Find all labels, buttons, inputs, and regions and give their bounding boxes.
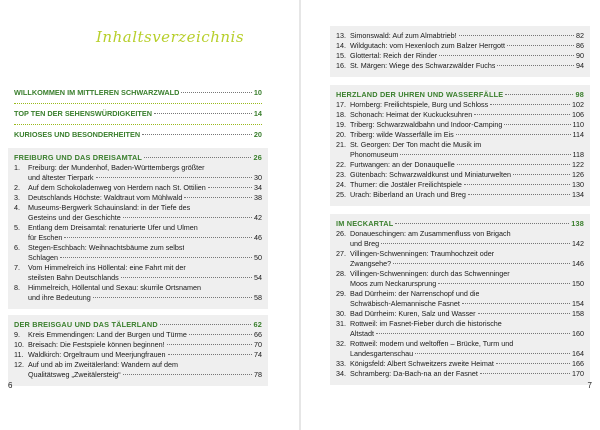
section-herzland xyxy=(330,85,590,206)
entry-title: Villingen-Schwenningen: durch das Schwenninger xyxy=(350,269,510,278)
entry-number: 11. xyxy=(14,350,24,359)
toc-entry[interactable] xyxy=(336,31,584,41)
entry-page: 90 xyxy=(576,51,584,60)
entry-title: Auf dem Schokoladenweg von Herdern nach St. Ottilien xyxy=(28,183,206,192)
entry-title: Triberg: wilde Wasserfälle im Eis xyxy=(350,130,454,139)
toc-entry[interactable] xyxy=(336,170,584,180)
section-breisgau xyxy=(8,315,268,386)
entry-number: 16. xyxy=(336,61,346,70)
entry-page: 158 xyxy=(572,309,584,318)
entry-number: 32. xyxy=(336,339,346,348)
entry-title: Waldkirch: Orgeltraum und Meerjungfrauen xyxy=(28,350,166,359)
entry-number: 8. xyxy=(14,283,20,292)
leader-dots xyxy=(400,154,570,155)
toc-entry[interactable] xyxy=(336,140,584,160)
entry-page: 110 xyxy=(572,120,584,129)
entry-title: Simonswald: Auf zum Almabtrieb! xyxy=(350,31,457,40)
toc-entry[interactable] xyxy=(336,160,584,170)
toc-entry[interactable] xyxy=(14,263,262,283)
toc-entry[interactable] xyxy=(336,61,584,71)
leader-dots xyxy=(497,65,574,66)
entry-title: Triberg: Schwarzwaldbahn und Indoor-Camping xyxy=(350,120,503,129)
entry-title: Wildgutach: vom Hexenloch zum Balzer Herrgott xyxy=(350,41,505,50)
entry-title: Rottweil: modern und weltoffen – Brücke, Turm und xyxy=(350,339,514,348)
entry-page: 146 xyxy=(572,259,584,268)
toc-entry[interactable] xyxy=(14,340,262,350)
entry-page: 58 xyxy=(254,293,262,302)
entry-page: 160 xyxy=(572,329,584,338)
entry-number: 31. xyxy=(336,319,346,328)
page-number: 7 xyxy=(587,381,592,390)
section-neckartal xyxy=(330,214,590,385)
entry-page: 30 xyxy=(254,173,262,182)
entry-title: Stegen-Eschbach: Weihnachtsbäume zum selbst xyxy=(28,243,185,252)
toc-entry[interactable] xyxy=(336,249,584,269)
toc-entry[interactable] xyxy=(336,100,584,110)
leader-dots xyxy=(121,277,252,278)
entry-title: für Eschen xyxy=(28,233,63,242)
entry-title: Furtwangen: an der Donauquelle xyxy=(350,160,455,169)
entry-page: 130 xyxy=(572,180,584,189)
entry-page: 150 xyxy=(572,279,584,288)
entry-title: Gütenbach: Schwarzwaldkunst und Miniaturwelten xyxy=(350,170,512,179)
entry-number: 3. xyxy=(14,193,20,202)
divider xyxy=(14,103,262,104)
leader-dots xyxy=(474,114,570,115)
toc-entry[interactable] xyxy=(336,120,584,130)
entry-number: 20. xyxy=(336,130,346,139)
leader-dots xyxy=(60,257,252,258)
toc-entry[interactable] xyxy=(336,229,584,249)
entry-number: 5. xyxy=(14,223,20,232)
toc-entry[interactable] xyxy=(336,110,584,120)
leader-dots xyxy=(459,35,574,36)
entry-title: Auf und ab im Zweitälerland: Wandern auf dem xyxy=(28,360,178,369)
entry-title: Entlang dem Dreisamtal: renaturierte Ufer und Ulmen xyxy=(28,223,198,232)
entry-page: 122 xyxy=(572,160,584,169)
entry-title: Phonomuseum xyxy=(350,150,399,159)
page-number: 6 xyxy=(8,381,13,390)
toc-entry[interactable] xyxy=(336,319,584,339)
entry-title: Donaueschingen: am Zusammenfluss von Brigach xyxy=(350,229,511,238)
entry-title: Landesgartenschau xyxy=(350,349,414,358)
leader-dots xyxy=(189,334,252,335)
entry-title: Breisach: Die Festspiele können beginnen! xyxy=(28,340,165,349)
entry-page: 38 xyxy=(254,193,262,202)
entry-title: Himmelreich, Höllental und Sexau: skurrile Ortsnamen xyxy=(28,283,201,292)
entry-page: 170 xyxy=(572,369,584,378)
entry-title: Bad Dürrheim: der Narrenschopf und die xyxy=(350,289,480,298)
entry-page: 70 xyxy=(254,340,262,349)
toc-entry[interactable] xyxy=(336,369,584,379)
leader-dots xyxy=(464,184,570,185)
toc-entry[interactable] xyxy=(336,41,584,51)
toc-entry[interactable] xyxy=(14,203,262,223)
leader-dots xyxy=(457,164,570,165)
leader-dots xyxy=(208,187,252,188)
entry-title: Königsfeld: Albert Schweitzers zweite Heimat xyxy=(350,359,494,368)
toc-entry-top-ten[interactable]: TOP TEN DER SEHENSWÜRDIGKEITEN 14 xyxy=(14,109,262,118)
leader-dots xyxy=(376,333,570,334)
leader-dots xyxy=(490,104,570,105)
entry-page: 50 xyxy=(254,253,262,262)
entry-number: 18. xyxy=(336,110,346,119)
leader-dots xyxy=(184,197,252,198)
toc-entry[interactable] xyxy=(14,283,262,303)
entry-title: Kreis Emmendingen: Land der Burgen und Türme xyxy=(28,330,187,339)
leader-dots xyxy=(123,217,252,218)
entry-number: 25. xyxy=(336,190,346,199)
toc-entry[interactable] xyxy=(14,360,262,380)
entry-number: 14. xyxy=(336,41,346,50)
toc-entry[interactable] xyxy=(336,190,584,200)
toc-entry[interactable] xyxy=(14,163,262,183)
toc-entry[interactable] xyxy=(336,339,584,359)
entry-title: und ihre Bedeutung xyxy=(28,293,91,302)
leader-dots xyxy=(496,363,570,364)
entry-title: Moos zum Neckarursprung xyxy=(350,279,437,288)
toc-entry[interactable] xyxy=(336,180,584,190)
toc-entry[interactable] xyxy=(14,223,262,243)
leader-dots xyxy=(478,313,570,314)
toc-entry[interactable] xyxy=(14,350,262,360)
entry-page: 134 xyxy=(572,190,584,199)
entry-page: 78 xyxy=(254,370,262,379)
toc-entry[interactable] xyxy=(336,309,584,319)
section-heading[interactable]: IM NECKARTAL 138 xyxy=(336,219,584,228)
leader-dots xyxy=(381,243,570,244)
entry-title: steilsten Bahn Deutschlands xyxy=(28,273,119,282)
entry-number: 19. xyxy=(336,120,346,129)
leader-dots xyxy=(513,174,570,175)
entry-page: 114 xyxy=(572,130,584,139)
divider xyxy=(14,124,262,125)
entry-number: 33. xyxy=(336,359,346,368)
toc-entry[interactable] xyxy=(336,269,584,289)
entry-number: 22. xyxy=(336,160,346,169)
entry-number: 30. xyxy=(336,309,346,318)
entry-number: 12. xyxy=(14,360,24,369)
entry-page: 126 xyxy=(572,170,584,179)
leader-dots xyxy=(507,45,574,46)
entry-number: 9. xyxy=(14,330,20,339)
toc-right xyxy=(330,26,590,385)
entry-number: 24. xyxy=(336,180,346,189)
entry-title: Deutschlands Höchste: Waldtraut vom Mühlwald xyxy=(28,193,183,202)
entry-page: 34 xyxy=(254,183,262,192)
entry-title: Schramberg: Da-Bach-na an der Fasnet xyxy=(350,369,478,378)
entry-page: 74 xyxy=(254,350,262,359)
entry-title: St. Märgen: Wiege des Schwarzwälder Fuchs xyxy=(350,61,496,70)
entry-title: Urach: Biberland an Urach und Breg xyxy=(350,190,466,199)
entry-number: 28. xyxy=(336,269,346,278)
toc-entry-welcome[interactable]: WILLKOMMEN IM MITTLEREN SCHWARZWALD 10 xyxy=(14,88,262,97)
entry-title: Schlagen xyxy=(28,253,58,262)
entry-page: 82 xyxy=(576,31,584,40)
leader-dots xyxy=(504,124,570,125)
toc-entry[interactable] xyxy=(14,243,262,263)
entry-number: 15. xyxy=(336,51,346,60)
entry-number: 29. xyxy=(336,289,346,298)
leader-dots xyxy=(393,263,570,264)
entry-number: 26. xyxy=(336,229,346,238)
entry-page: 166 xyxy=(572,359,584,368)
entry-title: und Breg xyxy=(350,239,380,248)
entry-number: 13. xyxy=(336,31,346,40)
entry-page: 86 xyxy=(576,41,584,50)
leader-dots xyxy=(168,354,252,355)
entry-page: 102 xyxy=(572,100,584,109)
entry-title: Rottweil: im Fasnet-Fieber durch die historische xyxy=(350,319,502,328)
entry-page: 118 xyxy=(572,150,584,159)
toc-left xyxy=(8,88,268,386)
leader-dots xyxy=(167,344,252,345)
entry-title: Vom Himmelreich ins Höllental: eine Fahrt mit der xyxy=(28,263,186,272)
section-breisgau-continued xyxy=(330,26,590,77)
leader-dots xyxy=(439,55,574,56)
leader-dots xyxy=(438,283,570,284)
entry-title: Zwangsehe? xyxy=(350,259,392,268)
entry-title: Thurner: die Jostäler Freilichtspiele xyxy=(350,180,462,189)
leader-dots xyxy=(93,297,252,298)
section-freiburg xyxy=(8,148,268,309)
entry-page: 142 xyxy=(572,239,584,248)
entry-page: 164 xyxy=(572,349,584,358)
toc-entry[interactable] xyxy=(14,183,262,193)
entry-page: 94 xyxy=(576,61,584,70)
leader-dots xyxy=(456,134,571,135)
entry-title: St. Georgen: Der Ton macht die Musik im xyxy=(350,140,482,149)
entry-title: Altstadt xyxy=(350,329,374,338)
leader-dots xyxy=(415,353,570,354)
entry-number: 21. xyxy=(336,140,346,149)
entry-title: Hornberg: Freilichtspiele, Burg und Schloss xyxy=(350,100,489,109)
entry-title: und ältester Tierpark xyxy=(28,173,94,182)
section-heading[interactable]: FREIBURG UND DAS DREISAMTAL 26 xyxy=(14,153,262,162)
section-heading[interactable]: HERZLAND DER UHREN UND WASSERFÄLLE 98 xyxy=(336,90,584,99)
entry-title: Glottertal: Reich der Rinder xyxy=(350,51,438,60)
section-heading[interactable]: DER BREISGAU UND DAS TÄLERLAND 62 xyxy=(14,320,262,329)
toc-entry[interactable] xyxy=(336,51,584,61)
toc-entry[interactable] xyxy=(336,289,584,309)
entry-number: 2. xyxy=(14,183,20,192)
entry-title: Schwäbisch-Alemannische Fasnet xyxy=(350,299,460,308)
entry-page: 154 xyxy=(572,299,584,308)
toc-entry[interactable] xyxy=(336,130,584,140)
leader-dots xyxy=(96,177,252,178)
entry-page: 106 xyxy=(572,110,584,119)
toc-entry[interactable] xyxy=(14,330,262,340)
leader-dots xyxy=(462,303,570,304)
entry-number: 7. xyxy=(14,263,20,272)
toc-entry[interactable] xyxy=(14,193,262,203)
entry-number: 4. xyxy=(14,203,20,212)
entry-number: 1. xyxy=(14,163,20,172)
entry-page: 42 xyxy=(254,213,262,222)
entry-title: Villingen-Schwenningen: Traumhochzeit oder xyxy=(350,249,495,258)
entry-title: Qualitätsweg „Zweitälersteig“ xyxy=(28,370,121,379)
entry-title: Bad Dürrheim: Kuren, Salz und Wasser xyxy=(350,309,476,318)
entry-number: 27. xyxy=(336,249,346,258)
entry-number: 17. xyxy=(336,100,346,109)
toc-entry-kurioses[interactable]: KURIOSES UND BESONDERHEITEN 20 xyxy=(14,130,262,139)
toc-title: Inhaltsverzeichnis xyxy=(96,28,245,46)
right-page xyxy=(300,0,600,430)
entry-title: Gesteins und der Geschichte xyxy=(28,213,121,222)
entry-number: 23. xyxy=(336,170,346,179)
entry-number: 34. xyxy=(336,369,346,378)
leader-dots xyxy=(64,237,252,238)
entry-page: 54 xyxy=(254,273,262,282)
entry-page: 66 xyxy=(254,330,262,339)
leader-dots xyxy=(480,373,570,374)
entry-title: Freiburg: der Mundenhof, Baden-Württembergs größter xyxy=(28,163,205,172)
entry-number: 10. xyxy=(14,340,24,349)
entry-number: 6. xyxy=(14,243,20,252)
entry-page: 46 xyxy=(254,233,262,242)
leader-dots xyxy=(123,374,252,375)
toc-entry[interactable] xyxy=(336,359,584,369)
entry-title: Schonach: Heimat der Kuckucksuhren xyxy=(350,110,473,119)
entry-title: Museums-Bergwerk Schauinsland: in der Tiefe des xyxy=(28,203,191,212)
leader-dots xyxy=(468,194,570,195)
